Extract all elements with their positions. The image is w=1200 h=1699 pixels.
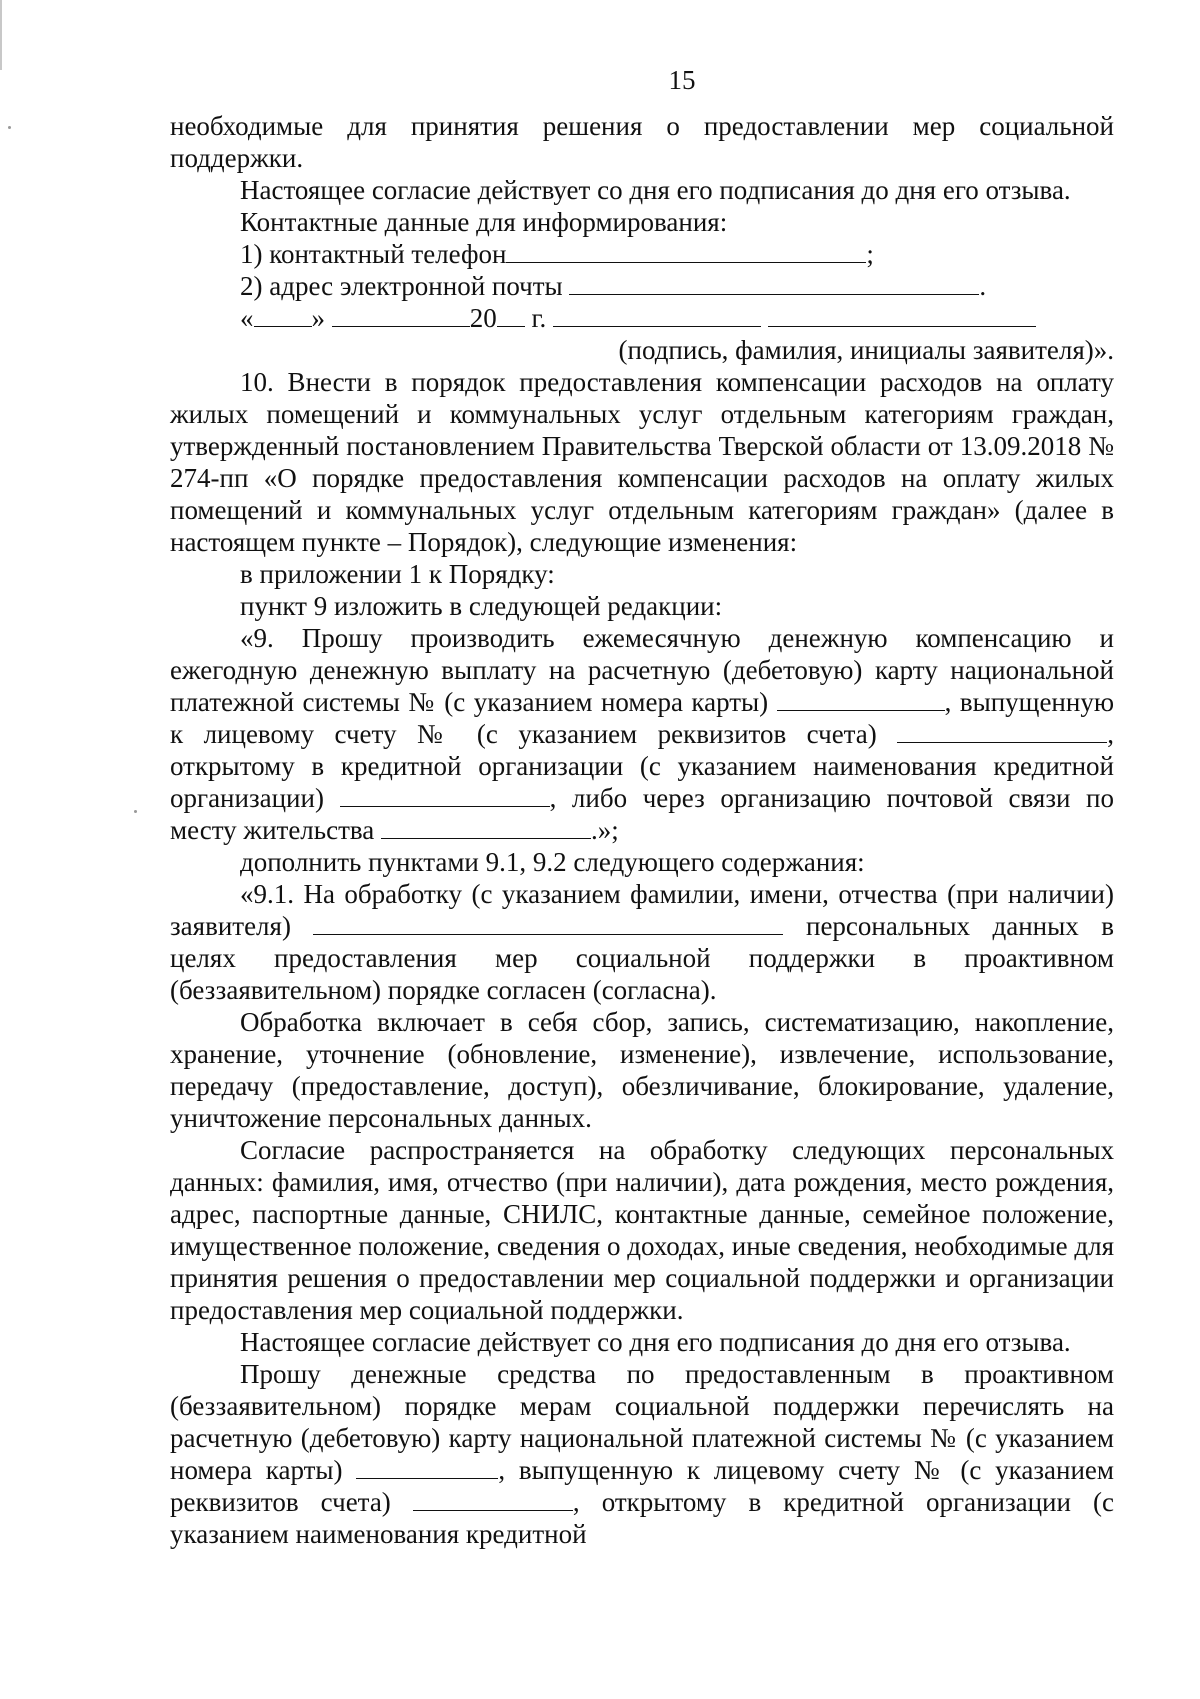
contact-email-line [170, 270, 1114, 302]
scan-edge-mark [0, 0, 2, 70]
paragraph-add-points-intro: дополнить пунктами 9.1, 9.2 следующего содержания: [240, 847, 865, 877]
contact-phone-end: ; [866, 239, 874, 269]
date-month-blank [332, 302, 470, 327]
paragraph-payment-request [170, 1358, 1114, 1550]
paragraph-contacts-heading: Контактные данные для информирования: [240, 207, 728, 237]
applicant-name-blank [313, 910, 783, 935]
point-9-text-e: .»; [591, 815, 619, 845]
signature-name-blank [768, 302, 1036, 327]
paragraph-point-9-1 [170, 878, 1114, 1006]
point-9-text-b: , выпущенную к лицевому счету № (с указанием реквизитов счета) [170, 687, 1115, 749]
paragraph-processing-scope: Обработка включает в себя сбор, запись, систематизацию, накопление, хранение, уточнение (обновление, изменение), извлечение, использование, передачу (предоставление, доступ), обезличивание, блокирование, удаление, уничтожение персональных данных. [170, 1007, 1114, 1133]
paragraph-10: 10. Внести в порядок предоставления компенсации расходов на оплату жилых помещений и коммунальных услуг отдельным категориям граждан, утвержденный постановлением Правительства Тверской области от 13.09.2018 № 274-пп «О порядке предоставления компенсации расходов на оплату жилых помещений и коммунальных услуг отдельным категориям граждан» (далее в настоящем пункте – Порядок), следующие изменения: [170, 367, 1114, 557]
date-open-quote: « [240, 303, 254, 333]
paragraph-point-9 [170, 622, 1114, 846]
point-9-text-d: , либо через организацию почтовой связи по месту жительства [170, 783, 1114, 845]
contact-email-end: . [979, 271, 987, 301]
date-year-prefix: 20 [469, 303, 497, 333]
signature-blank [553, 302, 761, 327]
paragraph-continuation: необходимые для принятия решения о предоставлении мер социальной поддержки. [170, 111, 1114, 173]
date-day-blank [254, 302, 312, 327]
contact-phone-line [170, 238, 1114, 270]
paragraph-personal-data-list: Согласие распространяется на обработку следующих персональных данных: фамилия, имя, отчество (при наличии), дата рождения, место рождения, адрес, паспортные данные, СНИЛС, контактные данные, семейное положение, имущественное положение, сведения о доходах, иные сведения, необходимые для принятия решения о предоставлении мер социальной поддержки и организации предоставления мер социальной поддержки. [170, 1135, 1114, 1325]
card-number-blank-2 [356, 1454, 498, 1479]
date-close-quote: » [311, 303, 325, 333]
point-9-1-text-a: «9.1. На обработку (с указанием фамилии, имени, отчества (при наличии) заявителя) [170, 879, 1114, 941]
contact-phone-label: 1) контактный телефон [240, 239, 507, 269]
payment-text-c: , открытому в кредитной организации (с указанием наименования кредитной [170, 1487, 1115, 1549]
bank-name-blank [340, 782, 550, 807]
payment-text-a: Прошу денежные средства по предоставленным в проактивном (беззаявительном) порядке мерам социальной поддержки перечислять на расчетную (дебетовую) карту национальной платежной системы № (с указанием номера карты) [170, 1359, 1114, 1485]
contact-email-label: 2) адрес электронной почты [240, 271, 563, 301]
paragraph-point-9-intro: пункт 9 изложить в следующей редакции: [240, 591, 723, 621]
paragraph-appendix-1: в приложении 1 к Порядку: [240, 559, 555, 589]
point-9-text-c: , открытому в кредитной организации (с указанием наименования кредитной организации) [170, 719, 1114, 813]
post-office-blank [381, 814, 591, 839]
point-9-1-text-b: персональных данных в целях предоставления мер социальной поддержки в проактивном (беззаявительном) порядке согласен (согласна). [170, 911, 1115, 1005]
scan-dust-mark [134, 810, 137, 813]
date-year-blank [497, 302, 525, 327]
date-signature-line [170, 302, 1114, 334]
scan-dust-mark [8, 126, 11, 129]
page-number: 15 [668, 65, 696, 95]
account-details-blank-2 [413, 1486, 573, 1511]
contact-phone-blank [506, 238, 866, 263]
contact-email-blank [569, 270, 979, 295]
point-9-text-a: «9. Прошу производить ежемесячную денежную компенсацию и ежегодную денежную выплату на расчетную (дебетовую) карту национальной платежной системы № (с указанием номера карты) [170, 623, 1114, 717]
account-details-blank [897, 718, 1107, 743]
date-year-suffix: г. [531, 303, 547, 333]
payment-text-b: , выпущенную к лицевому счету № (с указанием реквизитов счета) [170, 1455, 1114, 1517]
paragraph-consent-validity-2: Настоящее согласие действует со дня его подписания до дня его отзыва. [240, 1327, 1071, 1357]
signature-caption: (подпись, фамилия, инициалы заявителя)». [618, 335, 1114, 365]
paragraph-consent-validity: Настоящее согласие действует со дня его подписания до дня его отзыва. [240, 175, 1071, 205]
card-number-blank [777, 686, 945, 711]
